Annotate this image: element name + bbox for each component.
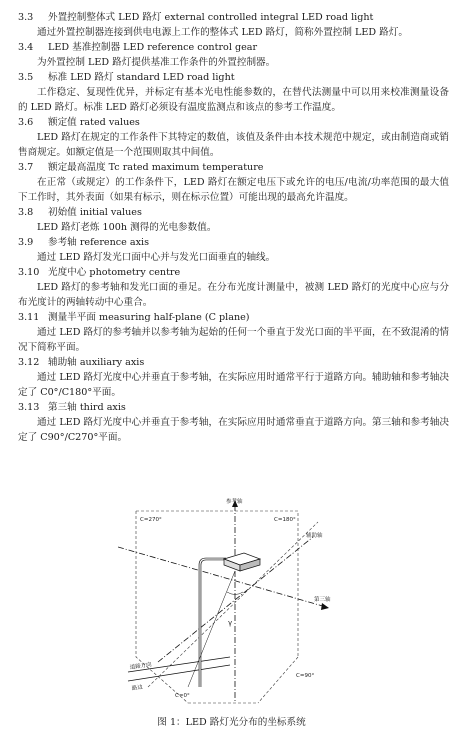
- section-body: 通过 LED 路灯光度中心并垂直于参考轴，在实际应用时通常垂直于道路方向。第三轴和参考轴决定了 C90°/C270°平面。: [18, 417, 449, 443]
- section-body: 通过 LED 路灯光度中心并垂直于参考轴，在实际应用时通常平行于道路方向。辅助轴和参考轴决定了 C0°/C180°平面。: [18, 372, 449, 398]
- label-gamma: γ: [228, 619, 233, 627]
- label-reference-axis: 参考轴: [226, 499, 243, 505]
- section-number: 3.7: [18, 162, 34, 173]
- section-heading: [18, 205, 449, 220]
- section-title: 辅助轴 auxiliary axis: [48, 357, 145, 368]
- section-heading: [18, 310, 449, 325]
- section-title: 参考轴 reference axis: [48, 237, 149, 248]
- section-number: 3.5: [18, 72, 34, 83]
- section-heading: [18, 70, 449, 85]
- section-body: 为外置控制 LED 路灯提供基准工作条件的外置控制器。: [37, 57, 276, 68]
- section-number: 3.10: [18, 267, 40, 278]
- label-c270: C=270°: [140, 517, 162, 523]
- section-body: LED 路灯的参考轴和发光口面的垂足。在分布光度计测量中，被测 LED 路灯的光度中心应与分布光度计的两轴转动中心重合。: [18, 282, 449, 308]
- section-title: 初始值 initial values: [48, 207, 142, 218]
- section-heading: [18, 400, 449, 415]
- section-heading: [18, 235, 449, 250]
- label-third-axis: 第三轴: [314, 597, 331, 603]
- section-heading: [18, 115, 449, 130]
- definition-section: [0, 235, 463, 265]
- label-auxiliary-axis: 辅助轴: [306, 533, 323, 539]
- plane-c90-edge: [258, 657, 298, 703]
- definition-section: [0, 115, 463, 160]
- section-body: 在正常（或规定）的工作条件下，LED 路灯在额定电压下或允许的电压/电流/功率范围的最大值下工作时，其外表面（如果有标示，则在标示位置）可能出现的最高允许温度。: [18, 177, 449, 203]
- label-road-direction: 道路方向: [129, 661, 153, 671]
- section-heading: [18, 10, 449, 25]
- section-body: 通过 LED 路灯发光口面中心并与发光口面垂直的轴线。: [37, 252, 276, 263]
- definition-section: [0, 160, 463, 205]
- section-title: 额定值 rated values: [48, 117, 140, 128]
- c-plane-diagonal: [148, 522, 318, 687]
- definition-section: [0, 70, 463, 115]
- section-title: LED 基准控制器 LED reference control gear: [48, 42, 258, 53]
- label-c0: C=0°: [175, 693, 190, 699]
- section-title: 光度中心 photometry centre: [48, 267, 181, 278]
- section-number: 3.13: [18, 402, 40, 413]
- definition-section: [0, 40, 463, 70]
- definitions-list: [0, 10, 463, 445]
- section-title: 第三轴 third axis: [48, 402, 126, 413]
- figure-caption: 图 1：LED 路灯光分布的坐标系统: [157, 717, 306, 728]
- label-road: 路边: [131, 684, 144, 692]
- section-heading: [18, 40, 449, 55]
- section-number: 3.6: [18, 117, 34, 128]
- third-axis-arrow: [321, 603, 329, 610]
- section-heading: [18, 265, 449, 280]
- section-title: 标准 LED 路灯 standard LED road light: [48, 72, 235, 83]
- definition-section: [0, 205, 463, 235]
- section-body: LED 路灯在规定的工作条件下其特定的数值，该值及条件由本技术规范中规定，或由制造商或销售商规定。如额定值是一个范围则取其中间值。: [18, 132, 449, 158]
- figure-1: [0, 497, 463, 741]
- section-heading: [18, 160, 449, 175]
- light-ray-line: [188, 571, 235, 687]
- section-number: 3.4: [18, 42, 34, 53]
- section-number: 3.3: [18, 12, 34, 23]
- plane-c270-outline: [136, 511, 188, 703]
- third-axis-line: [118, 547, 326, 607]
- definition-section: [0, 310, 463, 355]
- definition-section: [0, 355, 463, 400]
- section-title: 额定最高温度 Tc rated maximum temperature: [48, 162, 264, 173]
- coordinate-system-diagram: [118, 497, 344, 709]
- label-c90: C=90°: [296, 673, 315, 679]
- section-number: 3.8: [18, 207, 34, 218]
- section-body: LED 路灯老炼 100h 测得的光电参数值。: [37, 222, 217, 233]
- definition-section: [0, 400, 463, 445]
- section-body: 通过 LED 路灯的参考轴并以参考轴为起始的任何一个垂直于发光口面的半平面，在不致混淆的情况下简称平面。: [18, 327, 449, 353]
- lamp-head: [224, 553, 260, 571]
- section-body: 通过外置控制器连接到供电电源上工作的整体式 LED 路灯，简称外置控制 LED 路灯。: [37, 27, 408, 38]
- label-c180: C=180°: [274, 517, 296, 523]
- section-title: 测量半平面 measuring half-plane (C plane): [48, 312, 250, 323]
- definition-section: [0, 265, 463, 310]
- section-heading: [18, 355, 449, 370]
- section-title: 外置控制整体式 LED 路灯 external controlled integral LED road light: [48, 12, 374, 23]
- definition-section: [0, 10, 463, 40]
- section-number: 3.11: [18, 312, 40, 323]
- section-number: 3.12: [18, 357, 40, 368]
- section-number: 3.9: [18, 237, 34, 248]
- section-body: 工作稳定、复现性优异，并标定有基本光电性能参数的，在替代法测量中可以用来校准测量设备的 LED 路灯。标准 LED 路灯必须设有温度监测点和该点的参考工作温度。: [18, 87, 449, 113]
